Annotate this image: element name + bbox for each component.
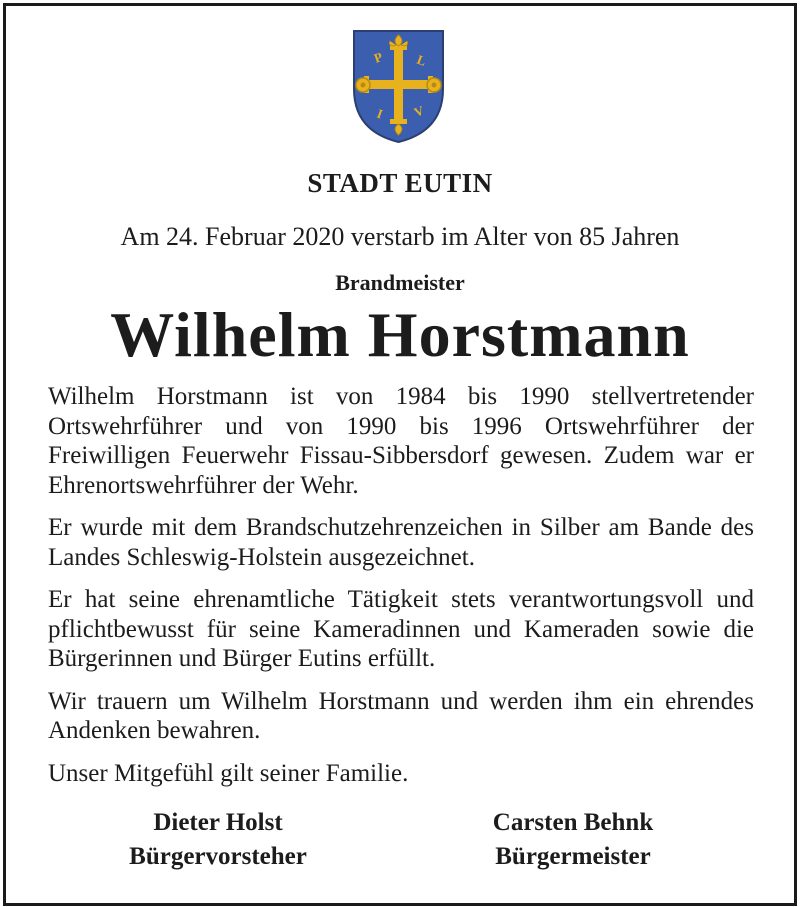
paragraph-service: Er hat seine ehrenamtliche Tätigkeit stets verantwortungsvoll und pflichtbewusst für seine Kameradinnen und Kameraden sowie die Bürgerinnen und Bürger Eutins erfüllt. (48, 586, 754, 672)
signatory-title: Bürgervorsteher (129, 843, 307, 870)
crest-letter-2: L (414, 51, 429, 69)
signature-block-left (88, 806, 348, 874)
signatory-name: Dieter Holst (153, 809, 283, 836)
crest-letter-1: P (371, 49, 385, 66)
crest-letter-4: V (411, 102, 426, 120)
notice-body (48, 382, 754, 801)
death-announcement: Am 24. Februar 2020 verstarb im Alter von 85 Jahren (120, 222, 680, 251)
crest-letter-3: I (374, 105, 385, 122)
paragraph-career: Wilhelm Horstmann ist von 1984 bis 1990 stellvertretender Ortswehrführer und von 1990 bis 1996 Ortswehrführer der Freiwilligen Feuerwehr Fissau-Sibbersdorf gewesen. Zudem war er Ehrenortswehrführer der Wehr. (48, 383, 754, 499)
rank-title: Brandmeister (335, 270, 465, 295)
organization-title: STADT EUTIN (307, 168, 493, 198)
coat-of-arms-icon (350, 27, 447, 145)
deceased-name: Wilhelm Horstmann (110, 299, 690, 370)
paragraph-mourning: Wir trauern um Wilhelm Horstmann und werden ihm ein ehrendes Andenken bewahren. (48, 687, 754, 744)
signatory-name: Carsten Behnk (492, 809, 654, 836)
paragraph-condolence: Unser Mitgefühl gilt seiner Familie. (48, 759, 409, 787)
signatory-title: Bürgermeister (495, 843, 651, 870)
paragraph-award: Er wurde mit dem Brandschutzehrenzeichen in Silber am Bande des Landes Schleswig-Holstein ausgezeichnet. (48, 514, 754, 571)
signature-block-right (443, 806, 703, 874)
